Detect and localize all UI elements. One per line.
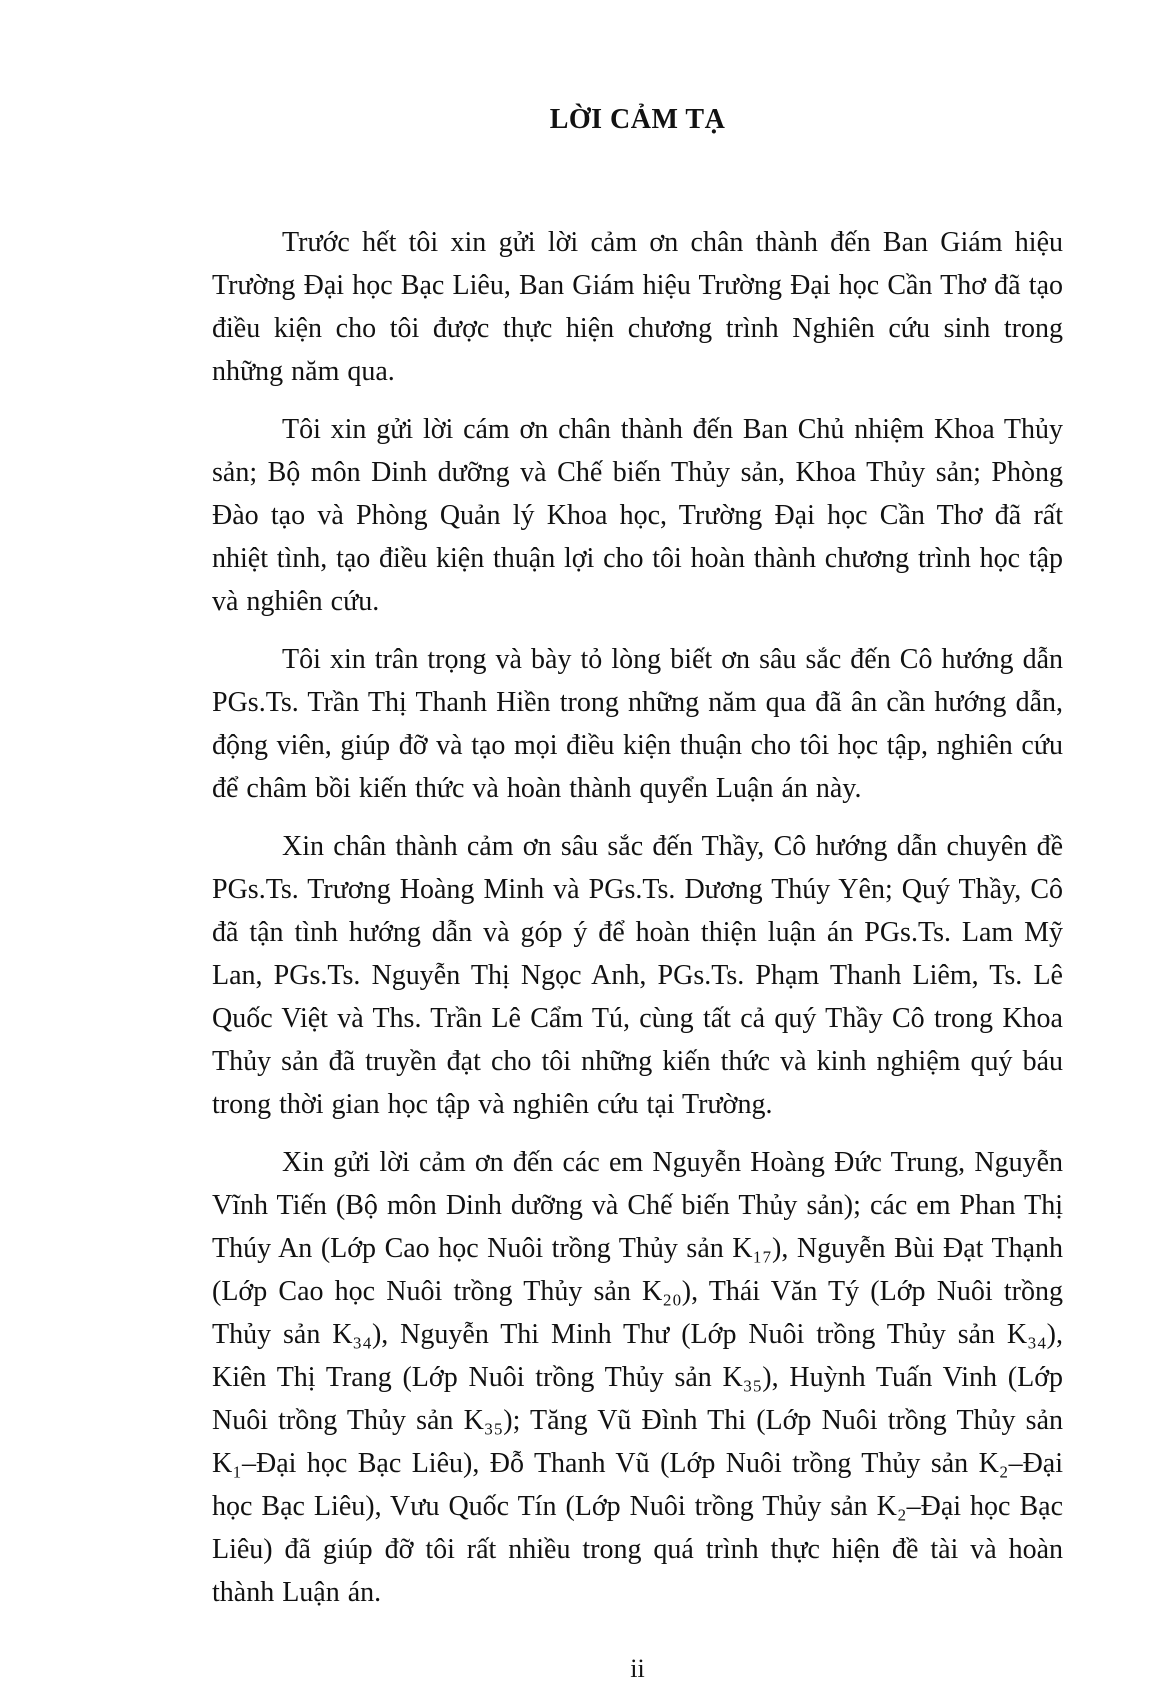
page-number: ii xyxy=(630,1654,645,1683)
page-title: LỜI CẢM TẠ xyxy=(549,104,726,135)
paragraph: Trước hết tôi xin gửi lời cảm ơn chân thành đến Ban Giám hiệu Trường Đại học Bạc Liêu, Ban Giám hiệu Trường Đại học Cần Thơ đã tạo điều kiện cho tôi được thực hiện chương trình Nghiên cứu sinh trong những năm qua. xyxy=(212,227,1063,387)
paragraph: Xin gửi lời cảm ơn đến các em Nguyễn Hoàng Đức Trung, Nguyễn Vĩnh Tiến (Bộ môn Dinh dưỡng và Chế biến Thủy sản); các em Phan Thị Thúy An (Lớp Cao học Nuôi trồng Thủy sản K₁₇), Nguyễn Bùi Đạt Thạnh (Lớp Cao học Nuôi trồng Thủy sản K₂₀), Thái Văn Tý (Lớp Nuôi trồng Thủy sản K₃₄), Nguyễn Thi Minh Thư (Lớp Nuôi trồng Thủy sản K₃₄), Kiên Thị Trang (Lớp Nuôi trồng Thủy sản K₃₅), Huỳnh Tuấn Vinh (Lớp Nuôi trồng Thủy sản K₃₅); Tăng Vũ Đình Thi (Lớp Nuôi trồng Thủy sản K₁–Đại học Bạc Liêu), Đỗ Thanh Vũ (Lớp Nuôi trồng Thủy sản K₂–Đại học Bạc Liêu), Vưu Quốc Tín (Lớp Nuôi trồng Thủy sản K₂–Đại học Bạc Liêu) đã giúp đỡ tôi rất nhiều trong quá trình thực hiện đề tài và hoàn thành Luận án. xyxy=(212,1147,1063,1608)
paragraph: Tôi xin trân trọng và bày tỏ lòng biết ơn sâu sắc đến Cô hướng dẫn PGs.Ts. Trần Thị Thanh Hiền trong những năm qua đã ân cần hướng dẫn, động viên, giúp đỡ và tạo mọi điều kiện thuận cho tôi học tập, nghiên cứu để châm bồi kiến thức và hoàn thành quyển Luận án này. xyxy=(212,644,1063,804)
paragraph: Tôi xin gửi lời cám ơn chân thành đến Ban Chủ nhiệm Khoa Thủy sản; Bộ môn Dinh dưỡng và Chế biến Thủy sản, Khoa Thủy sản; Phòng Đào tạo và Phòng Quản lý Khoa học, Trường Đại học Cần Thơ đã rất nhiệt tình, tạo điều kiện thuận lợi cho tôi hoàn thành chương trình học tập và nghiên cứu. xyxy=(212,414,1063,617)
paragraph: Xin chân thành cảm ơn sâu sắc đến Thầy, Cô hướng dẫn chuyên đề PGs.Ts. Trương Hoàng Minh và PGs.Ts. Dương Thúy Yên; Quý Thầy, Cô đã tận tình hướng dẫn và góp ý để hoàn thiện luận án PGs.Ts. Lam Mỹ Lan, PGs.Ts. Nguyễn Thị Ngọc Anh, PGs.Ts. Phạm Thanh Liêm, Ts. Lê Quốc Việt và Ths. Trần Lê Cẩm Tú, cùng tất cả quý Thầy Cô trong Khoa Thủy sản đã truyền đạt cho tôi những kiến thức và kinh nghiệm quý báu trong thời gian học tập và nghiên cứu tại Trường. xyxy=(212,831,1063,1120)
